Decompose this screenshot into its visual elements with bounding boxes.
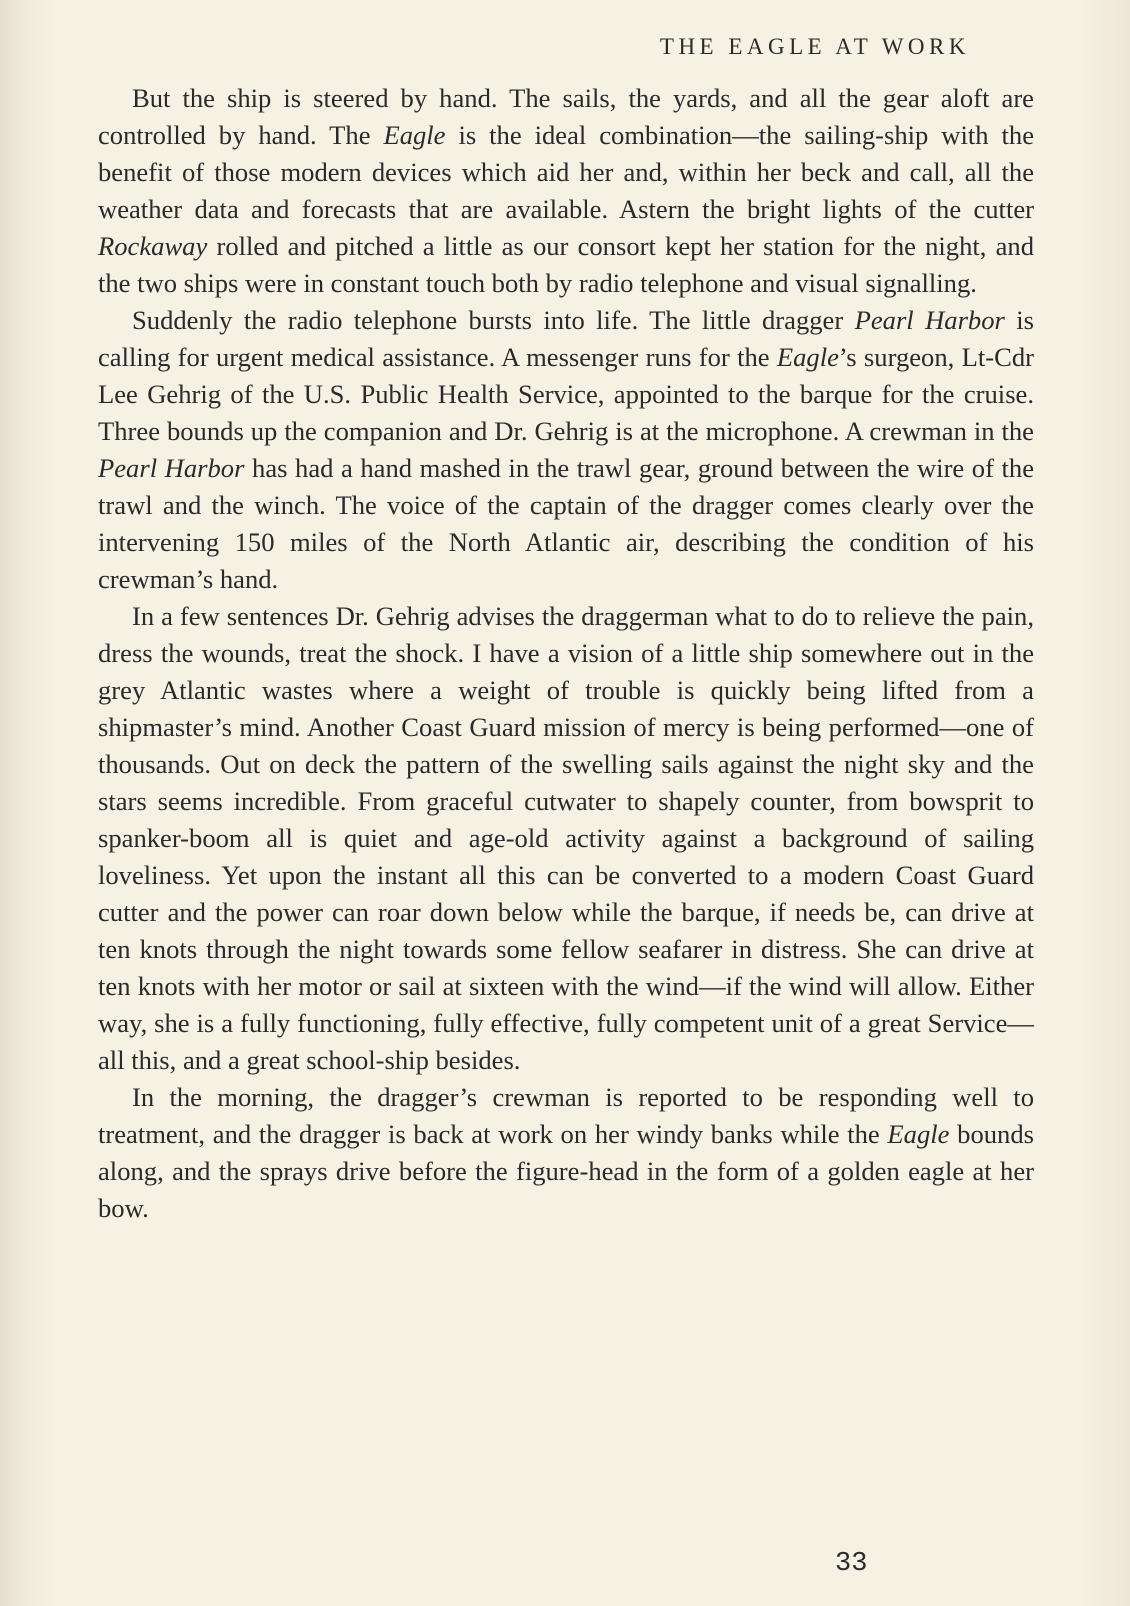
text-run: is the ideal combination—the sailing-ship with the benefit of those modern devices which aid her and, within her beck and call, all the weather data and forecasts that are available. Astern the bright lights of the cutter: [98, 120, 1034, 224]
text-run-italic: Eagle: [383, 120, 446, 150]
text-run: ’s surgeon, Lt-Cdr Lee Gehrig of the U.S. Public Health Service, appointed to the barque for the cruise. Three bounds up the companion and Dr. Gehrig is at the microphone. A crewman in the: [98, 342, 1034, 446]
text-run-italic: Pearl Harbor: [98, 453, 245, 483]
text-run: Suddenly the radio telephone bursts into life. The little dragger: [132, 305, 855, 335]
paragraph-1: [98, 80, 1034, 302]
paragraph-2: [98, 302, 1034, 598]
text-run: has had a hand mashed in the trawl gear, ground between the wire of the trawl and the winch. The voice of the captain of the dragger comes clearly over the intervening 150 miles of the North Atlantic air, describing the condition of his crewman’s hand.: [98, 453, 1034, 594]
text-run-italic: Eagle: [887, 1119, 950, 1149]
page-number: 33: [835, 1549, 868, 1579]
text-run: In a few sentences Dr. Gehrig advises the draggerman what to do to relieve the pain, dress the wounds, treat the shock. I have a vision of a little ship somewhere out in the grey Atlantic wastes where a weight of trouble is quickly being lifted from a shipmaster’s mind. Another Coast Guard mission of mercy is being performed—one of thousands. Out on deck the pattern of the swelling sails against the night sky and the stars seems incredible. From graceful cutwater to shapely counter, from bowsprit to spanker-boom all is quiet and age-old activity against a background of sailing loveliness. Yet upon the instant all this can be converted to a modern Coast Guard cutter and the power can roar down below while the barque, if needs be, can drive at ten knots through the night towards some fellow seafarer in distress. She can drive at ten knots with her motor or sail at sixteen with the wind—if the wind will allow. Either way, she is a fully functioning, fully effective, fully competent unit of a great Service—all this, and a great school-ship besides.: [98, 601, 1034, 1075]
text-run-italic: Pearl Harbor: [854, 305, 1005, 335]
text-run: But the ship is steered by hand. The sails, the yards, and all the gear aloft are controlled by hand. The: [98, 83, 1034, 150]
text-run-italic: Rockaway: [98, 231, 208, 261]
paragraph-3: [98, 598, 1034, 1079]
text-run: bounds along, and the sprays drive before the figure-head in the form of a golden eagle at her bow.: [98, 1119, 1034, 1223]
text-run: In the morning, the dragger’s crewman is reported to be responding well to treatment, and the dragger is back at work on her windy banks while the: [98, 1082, 1034, 1149]
body-text: [98, 80, 1034, 1227]
text-run: is calling for urgent medical assistance. A messenger runs for the: [98, 305, 1034, 372]
running-head: THE EAGLE AT WORK: [659, 34, 970, 59]
text-run: rolled and pitched a little as our consort kept her station for the night, and the two ships were in constant touch both by radio telephone and visual signalling.: [98, 231, 1034, 298]
text-run-italic: Eagle: [776, 342, 839, 372]
paragraph-4: [98, 1079, 1034, 1227]
